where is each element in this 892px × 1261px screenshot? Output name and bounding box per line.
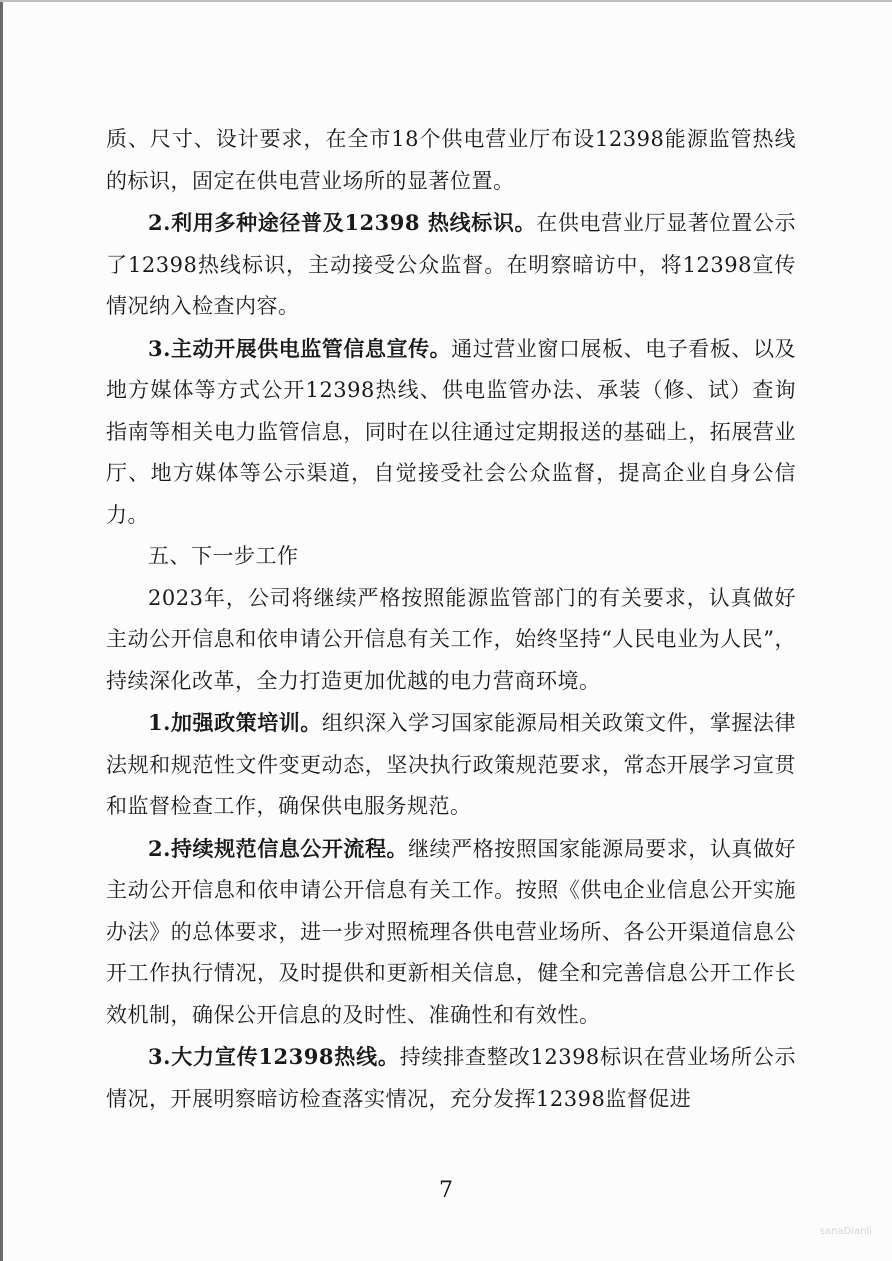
paragraph-6 bbox=[106, 702, 796, 828]
paragraph-6-lead: 1.加强政策培训。 bbox=[148, 710, 322, 735]
paragraph-1-text: 质、尺寸、设计要求，在全市18个供电营业厅布设12398能源监管热线的标识，固定在供电营业场所的显著位置。 bbox=[106, 127, 796, 193]
page-number: 7 bbox=[439, 1178, 453, 1203]
paragraph-8-lead: 3.大力宣传12398热线。 bbox=[148, 1044, 400, 1069]
paragraph-7-lead: 2.持续规范信息公开流程。 bbox=[148, 835, 409, 861]
watermark: sanaDianli bbox=[819, 1226, 872, 1237]
document-body bbox=[106, 118, 796, 1120]
paragraph-2 bbox=[106, 202, 796, 328]
paragraph-2-text: 在供电营业厅显著位置公示了12398热线标识，主动接受公众监督。在明察暗访中，将12398宣传情况纳入检查内容。 bbox=[106, 211, 796, 318]
paragraph-8 bbox=[106, 1036, 796, 1120]
paragraph-1 bbox=[106, 118, 796, 202]
paragraph-3-lead: 3.主动开展供电监管信息宣传。 bbox=[148, 335, 452, 361]
paragraph-6-text: 组织深入学习国家能源局相关政策文件，掌握法律法规和规范性文件变更动态，坚决执行政策规范要求，常态开展学习宣贯和监督检查工作，确保供电服务规范。 bbox=[106, 711, 796, 818]
paragraph-3 bbox=[106, 328, 796, 537]
section-heading bbox=[106, 536, 796, 578]
paragraph-5 bbox=[106, 578, 796, 703]
paragraph-5-text: 2023年，公司将继续严格按照能源监管部门的有关要求，认真做好主动公开信息和依申请公开信息有关工作，始终坚持“人民电业为人民”，持续深化改革，全力打造更加优越的电力营商环境。 bbox=[106, 585, 796, 693]
paragraph-7 bbox=[106, 828, 796, 1037]
paragraph-7-text: 继续严格按照国家能源局要求，认真做好主动公开信息和依申请公开信息有关工作。按照《供电企业信息公开实施办法》的总体要求，进一步对照梳理各供电营业场所、各公开渠道信息公开工作执行情况，及时提供和更新相关信息，健全和完善信息公开工作长效机制，确保公开信息的及时性、准确性和有效性。 bbox=[106, 836, 797, 1027]
scan-top-edge bbox=[0, 0, 892, 2]
paragraph-3-text: 通过营业窗口展板、电子看板、以及地方媒体等方式公开12398热线、供电监管办法、承装（修、试）查询指南等相关电力监管信息，同时在以往通过定期报送的基础上，拓展营业厅、地方媒体等公示渠道，自觉接受社会公众监督，提高企业自身公信力。 bbox=[106, 336, 797, 527]
paragraph-8-text: 持续排查整改12398标识在营业场所公示情况，开展明察暗访检查落实情况，充分发挥12398监督促进 bbox=[106, 1045, 796, 1111]
section-heading-text: 五、下一步工作 bbox=[148, 544, 299, 568]
paragraph-2-lead: 2.利用多种途径普及12398 热线标识。 bbox=[148, 210, 537, 235]
scan-left-edge bbox=[0, 0, 3, 1261]
